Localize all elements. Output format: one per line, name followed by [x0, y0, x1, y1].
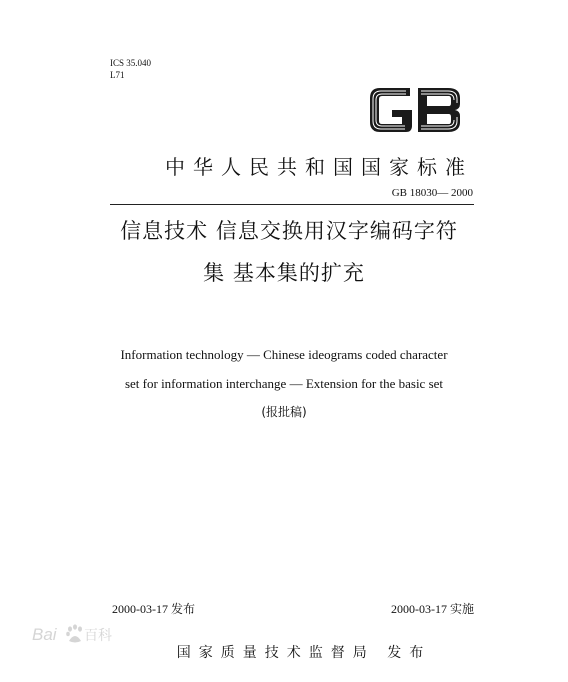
standard-number: GB 18030— 2000	[391, 187, 473, 199]
release-date: 2000-03-17 发布	[112, 602, 195, 616]
header-divider	[110, 204, 474, 205]
implementation-date: 2000-03-17 实施	[391, 602, 474, 616]
issuing-authority: 国家质量技术监督局 发布	[176, 645, 432, 661]
svg-text:Bai: Bai	[32, 625, 57, 644]
english-title-line-2: set for information interchange — Extension for the basic set	[124, 376, 444, 391]
national-standard-heading: 中华人民共和国国家标准	[165, 155, 473, 179]
classification-codes	[110, 57, 151, 81]
chinese-title-line-2: 集 基本集的扩充	[203, 261, 365, 285]
ccs-code: L71	[110, 70, 125, 80]
svg-text:百科: 百科	[84, 628, 112, 644]
chinese-title-line-1: 信息技术 信息交换用汉字编码字符	[120, 219, 458, 243]
gb-logo-icon	[366, 80, 464, 140]
english-title-line-1: Information technology — Chinese ideograms coded character	[120, 347, 448, 362]
ics-code: ICS 35.040	[110, 58, 152, 68]
draft-status: (报批稿)	[261, 405, 307, 419]
